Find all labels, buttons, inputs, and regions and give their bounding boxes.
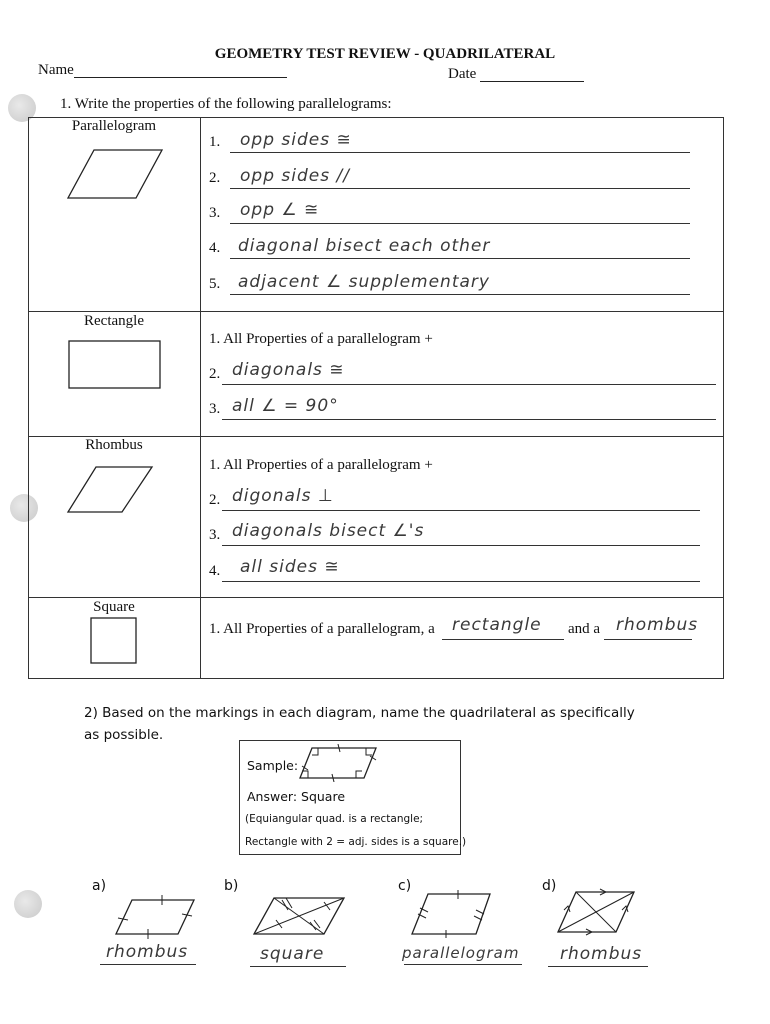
section-intro: 1. All Properties of a parallelogram + [209, 331, 433, 347]
handwritten-answer: adjacent ∠ supplementary [238, 272, 490, 292]
sample-label: Sample: [247, 758, 299, 773]
rhombus-label: Rhombus [85, 437, 143, 453]
answer-line[interactable] [222, 545, 700, 546]
row-divider [28, 597, 724, 598]
handwritten-answer: all sides ≅ [240, 557, 340, 577]
answer-line[interactable] [230, 152, 690, 153]
parallelogram-figure [66, 146, 166, 202]
handwritten-answer: opp ∠ ≅ [240, 200, 320, 220]
item-number: 2. [209, 170, 221, 186]
handwritten-answer: opp sides // [240, 166, 350, 186]
name-field[interactable] [74, 77, 287, 78]
answer-line[interactable] [230, 258, 690, 259]
item-number: 2. [209, 366, 221, 382]
connector-text: and a [568, 621, 601, 637]
name-label: Name [38, 62, 74, 78]
item-number: 3. [209, 205, 221, 221]
diagram-b [252, 894, 348, 940]
handwritten-answer: square [260, 944, 325, 964]
handwritten-answer: parallelogram [402, 944, 520, 962]
answer-line[interactable] [548, 966, 648, 967]
page-title: GEOMETRY TEST REVIEW - QUADRILATERAL [214, 46, 556, 62]
date-label: Date [448, 66, 477, 82]
question-2-prompt: 2) Based on the markings in each diagram, name the quadrilateral as specifically as possible. [84, 705, 635, 743]
binder-hole [14, 890, 42, 918]
handwritten-answer: rectangle [452, 615, 542, 635]
item-number: 3. [209, 527, 221, 543]
part-letter: b) [224, 878, 239, 894]
part-letter: d) [542, 878, 557, 894]
handwritten-answer: diagonal bisect each other [238, 236, 491, 256]
square-figure [89, 616, 139, 666]
answer-line[interactable] [230, 188, 690, 189]
item-number: 1. [209, 134, 221, 150]
rectangle-label: Rectangle [84, 313, 144, 329]
section-intro: 1. All Properties of a parallelogram + [209, 457, 433, 473]
handwritten-answer: rhombus [616, 615, 699, 635]
sample-figure [298, 744, 380, 782]
answer-line[interactable] [222, 384, 716, 385]
parallelogram-label: Parallelogram [71, 118, 157, 134]
answer-line[interactable] [230, 294, 690, 295]
diagram-c [410, 890, 494, 938]
answer-line[interactable] [404, 964, 522, 965]
handwritten-answer: rhombus [106, 942, 189, 962]
item-number: 2. [209, 492, 221, 508]
handwritten-answer: rhombus [560, 944, 643, 964]
answer-line[interactable] [604, 639, 692, 640]
section-intro: 1. All Properties of a parallelogram, a [209, 621, 435, 637]
table-divider [200, 117, 201, 679]
handwritten-answer: diagonals bisect ∠'s [232, 521, 425, 541]
part-letter: c) [398, 878, 412, 894]
row-divider [28, 311, 724, 312]
item-number: 4. [209, 563, 221, 579]
item-number: 3. [209, 401, 221, 417]
diagram-a [114, 894, 198, 942]
handwritten-answer: diagonals ≅ [232, 360, 345, 380]
item-number: 4. [209, 240, 221, 256]
answer-line[interactable] [222, 419, 716, 420]
diagram-d [556, 888, 638, 936]
rhombus-figure [66, 464, 156, 516]
part-letter: a) [92, 878, 107, 894]
answer-line[interactable] [250, 966, 346, 967]
handwritten-answer: digonals ⊥ [232, 486, 334, 506]
item-number: 5. [209, 276, 221, 292]
answer-line[interactable] [222, 581, 700, 582]
sample-note: Rectangle with 2 = adj. sides is a square.) [245, 836, 467, 848]
answer-line[interactable] [222, 510, 700, 511]
sample-answer: Answer: Square [247, 789, 346, 804]
handwritten-answer: all ∠ = 90° [232, 396, 339, 416]
question-1-prompt: 1. Write the properties of the following parallelograms: [60, 96, 392, 112]
answer-line[interactable] [100, 964, 196, 965]
handwritten-answer: opp sides ≅ [240, 130, 352, 150]
sample-note: (Equiangular quad. is a rectangle; [245, 813, 424, 825]
rectangle-figure [66, 338, 164, 392]
answer-line[interactable] [230, 223, 690, 224]
answer-line[interactable] [442, 639, 564, 640]
date-field[interactable] [480, 81, 584, 82]
square-label: Square [93, 599, 135, 615]
